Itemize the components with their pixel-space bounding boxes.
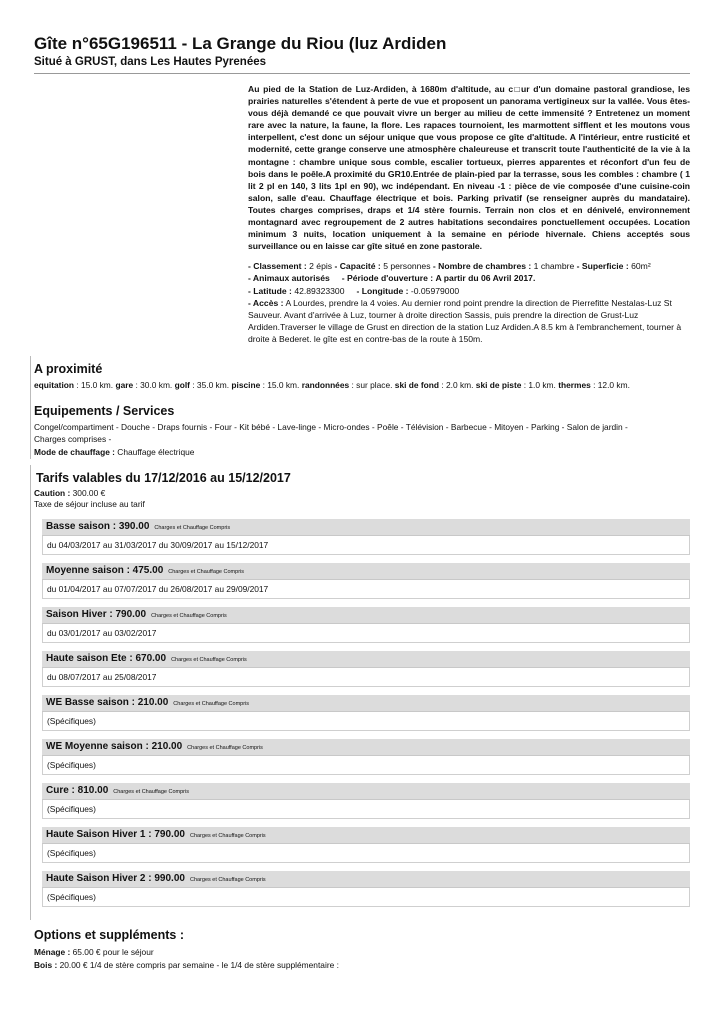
proximite-item-value: : 2.0 km. [441, 380, 474, 390]
season-name: Moyenne saison : 475.00 [46, 565, 164, 576]
superficie-value: 60m² [631, 261, 651, 272]
acces-label: - Accès : [248, 297, 284, 308]
equipements-title: Equipements / Services [34, 404, 175, 418]
proximite-item-label: golf [174, 380, 190, 390]
facts-block [248, 260, 690, 345]
page-title: Gîte n°65G196511 - La Grange du Riou (luz Ardiden [34, 34, 447, 53]
section-rule [30, 465, 31, 920]
acces-value: A Lourdes, prendre la 4 voies. Au dernier rond point prendre la direction de Pierrefitte Nestalas-Luz St Sauveur. Avant d'arrivée à Luz, tourner à droite direction Sassis, puis prendre la direction de Grust-Luz Ardiden.Traverser le village de Grust en direction de la station Luz Ardiden.A 8.5 km à l'embranchement, tourner à droite à Bederet. le gîte est en contre-bas de la route à 150m. [248, 297, 682, 344]
chauffage-label: Mode de chauffage : [34, 447, 115, 457]
season-block [42, 827, 690, 863]
season-note: Charges et Chauffage Compris [154, 525, 231, 531]
facts-row-4 [248, 297, 690, 345]
proximite-item-value: : 15.0 km. [262, 380, 300, 390]
season-block [42, 519, 690, 555]
section-rule [30, 399, 31, 459]
bois-label: Bois : [34, 960, 58, 970]
season-dates: du 01/04/2017 au 07/07/2017 du 26/08/2017 au 29/09/2017 [42, 580, 690, 599]
caution-row [34, 488, 690, 499]
proximite-item-label: equitation [34, 380, 75, 390]
season-name: WE Basse saison : 210.00 [46, 697, 169, 708]
page-subtitle: Situé à GRUST, dans Les Hautes Pyrenées [34, 56, 267, 68]
page-header [34, 33, 690, 74]
season-dates: du 03/01/2017 au 03/02/2017 [42, 624, 690, 643]
season-block [42, 695, 690, 731]
caution-value: 300.00 € [72, 488, 106, 498]
proximite-section [34, 361, 690, 392]
proximite-item-label: randonnées [301, 380, 350, 390]
season-note: Charges et Chauffage Compris [173, 701, 250, 707]
taxe-row: Taxe de séjour incluse au tarif [34, 499, 145, 509]
season-header [42, 783, 690, 800]
season-header [42, 695, 690, 712]
description-text: Au pied de la Station de Luz-Ardiden, à 1680m d'altitude, au c□ur d'un domaine pastoral grandiose, les prairies naturelles s'étendent à perte de vue et proposent un panorama vertigineux sur la vallée. Vous êtes-vous déjà demandé ce que pouvait vivre un berger au milieu de cette immensité ? Entretenez un moment rare avec la nature, la faune, la flore. Les rapaces tournoient, les marmottent sifflent et les moutons vous interpellent, c'est donc un séjour unique que vous propose ce gîte d'altitude. A l'intérieur, entre rusticité et modernité, cette grange conserve une atmosphère chaleureuse et transcrit toute l'authenticité de la vie à la montagne : chambre unique sous comble, escalier tortueux, pierres apparentes et réconfort d'un feu de bois dans le poêle.A proximité du GR10.Entrée de plain-pied par la terrasse, sous les combles : chambre ( 1 lit 2 pl en 140, 3 lits 1pl en 90), wc indépendant. En niveau -1 : pièce de vie composée d'une cuisine-coin salon, salle d'eau. Chauffage électrique et bois. Parking privatif (se renseigner auprès du mandataire). Toutes charges comprises, draps et 1/4 stère fournis. Terrain non clos et en dénivelé, environnement montagnard avec regroupement de 2 autres habitations secondaires ponctuellement occupées. Location minimum 3 nuits, location uniquement à la semaine en période hivernale. Chiens acceptés sous surveillance ou en laisse car gîte situé en zone pastorale. [248, 84, 690, 252]
latitude-value: 42.89323300 [294, 285, 345, 296]
equipements-section [34, 403, 690, 459]
proximite-item-label: piscine [231, 380, 261, 390]
facts-row-3 [248, 285, 690, 297]
proximite-list [34, 380, 690, 392]
season-name: Cure : 810.00 [46, 785, 109, 796]
season-block [42, 739, 690, 775]
season-block [42, 783, 690, 819]
facts-row-2 [248, 272, 690, 284]
tarifs-section [34, 470, 690, 907]
season-dates: du 08/07/2017 au 25/08/2017 [42, 668, 690, 687]
season-note: Charges et Chauffage Compris [187, 745, 263, 751]
classement-value: 2 épis [309, 261, 333, 272]
season-header [42, 563, 690, 580]
season-header [42, 739, 690, 756]
menage-label: Ménage : [34, 947, 71, 957]
proximite-item-label: ski de piste [475, 380, 522, 390]
chauffage-row [34, 447, 690, 459]
facts-row-1 [248, 260, 690, 272]
longitude-value: -0.05979000 [410, 285, 460, 296]
capacite-value: 5 personnes [383, 261, 431, 272]
menage-value: 65.00 € pour le séjour [72, 947, 154, 957]
season-name: Haute Saison Hiver 1 : 790.00 [46, 829, 185, 840]
season-note: Charges et Chauffage Compris [189, 877, 266, 883]
season-name: Basse saison : 390.00 [46, 521, 150, 532]
season-dates: (Spécifiques) [42, 888, 690, 907]
season-dates: (Spécifiques) [42, 756, 690, 775]
chambres-label: - Nombre de chambres : [432, 261, 532, 272]
season-header [42, 651, 690, 668]
season-header [42, 607, 690, 624]
season-note: Charges et Chauffage Compris [171, 657, 247, 663]
latitude-label: - Latitude : [248, 285, 292, 296]
menage-row [34, 946, 690, 959]
season-dates: (Spécifiques) [42, 800, 690, 819]
season-dates: (Spécifiques) [42, 844, 690, 863]
proximite-title: A proximité [34, 362, 103, 376]
season-header [42, 871, 690, 888]
season-name: WE Moyenne saison : 210.00 [46, 741, 183, 752]
proximite-item-value: : 12.0 km. [593, 380, 630, 390]
season-header [42, 827, 690, 844]
season-note: Charges et Chauffage Compris [168, 569, 244, 575]
classement-label: - Classement : [248, 261, 307, 272]
equipements-list: Congel/compartiment - Douche - Draps fournis - Four - Kit bébé - Lave-linge - Micro-ondes - Poêle - Télévision - Barbecue - Mitoyen - Parking - Salon de jardin - Charges comprises - [34, 422, 628, 444]
chauffage-value: Chauffage électrique [117, 447, 195, 457]
proximite-item-value: : sur place. [351, 380, 393, 390]
season-name: Saison Hiver : 790.00 [46, 609, 147, 620]
chambres-value: 1 chambre [533, 261, 575, 272]
longitude-label: - Longitude : [356, 285, 409, 296]
proximite-item-value: : 35.0 km. [192, 380, 230, 390]
season-note: Charges et Chauffage Compris [113, 789, 189, 795]
periode-value: A partir du 06 Avril 2017. [435, 273, 536, 284]
description-block [248, 83, 690, 345]
periode-label: - Période d'ouverture : [341, 273, 434, 284]
bois-row [34, 959, 690, 972]
proximite-item-label: thermes [558, 380, 591, 390]
season-name: Haute Saison Hiver 2 : 990.00 [46, 873, 185, 884]
season-dates: du 04/03/2017 au 31/03/2017 du 30/09/2017 au 15/12/2017 [42, 536, 690, 555]
season-block [42, 651, 690, 687]
season-name: Haute saison Ete : 670.00 [46, 653, 167, 664]
season-note: Charges et Chauffage Compris [151, 613, 227, 619]
capacite-label: - Capacité : [334, 261, 381, 272]
caution-label: Caution : [34, 488, 71, 498]
proximite-item-value: : 1.0 km. [523, 380, 556, 390]
proximite-item-value: : 30.0 km. [135, 380, 173, 390]
seasons-list [34, 519, 690, 907]
season-block [42, 871, 690, 907]
season-note: Charges et Chauffage Compris [189, 833, 266, 839]
proximite-item-label: gare [115, 380, 134, 390]
superficie-label: - Superficie : [576, 261, 629, 272]
options-title: Options et suppléments : [34, 928, 185, 942]
season-header [42, 519, 690, 536]
season-block [42, 607, 690, 643]
season-block [42, 563, 690, 599]
options-section [34, 927, 690, 972]
season-dates: (Spécifiques) [42, 712, 690, 731]
animaux-label: - Animaux autorisés [248, 273, 330, 284]
proximite-item-value: : 15.0 km. [76, 380, 114, 390]
proximite-item-label: ski de fond [394, 380, 440, 390]
tarifs-title: Tarifs valables du 17/12/2016 au 15/12/2017 [36, 471, 291, 485]
bois-value: 20.00 € 1/4 de stère compris par semaine - le 1/4 de stère supplémentaire : [59, 960, 339, 970]
